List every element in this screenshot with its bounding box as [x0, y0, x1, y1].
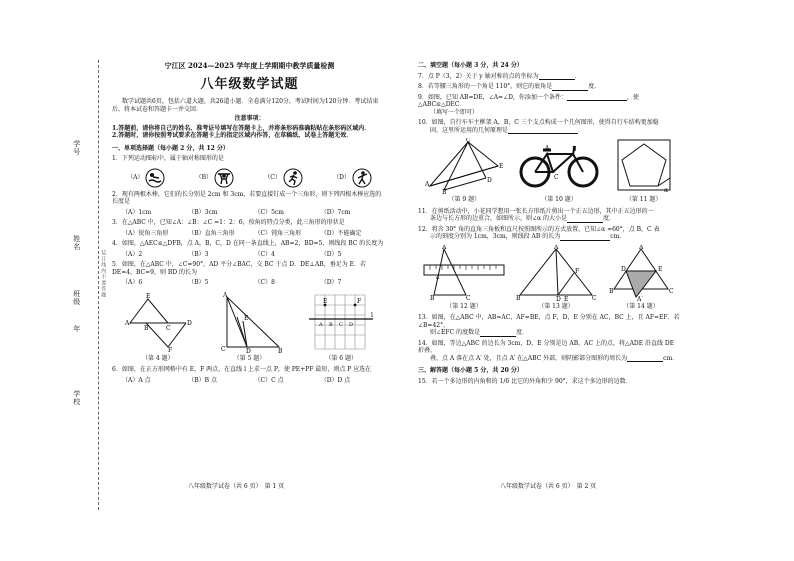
binding-label-grade: 年 — [72, 325, 81, 333]
svg-text:C: C — [165, 324, 171, 332]
figure-6 — [305, 291, 377, 363]
figure-4 — [122, 291, 194, 363]
bicycle-icon — [517, 138, 601, 194]
figure-5 — [213, 291, 285, 363]
svg-text:α: α — [436, 274, 440, 281]
right-triangle-figure-q5 — [213, 291, 285, 353]
svg-text:B: B — [442, 189, 447, 194]
q2-options — [122, 209, 387, 217]
svg-text:E: E — [323, 297, 328, 305]
binding-note: 装订线内不要答题 — [100, 250, 107, 298]
svg-text:A: A — [639, 244, 644, 251]
figure-13 — [514, 245, 598, 311]
footer-page-2: 八年级数学试卷（共 6 页） 第 2 页 — [500, 483, 597, 490]
q15-fraction: 1/6 — [499, 377, 510, 385]
svg-text:E: E — [499, 163, 504, 170]
svg-text:A: A — [442, 244, 447, 251]
svg-text:E: E — [244, 314, 249, 322]
figure-12 — [422, 245, 506, 311]
figure-10-caption: （第 10 题） — [541, 196, 577, 203]
triangle-figure-q4 — [122, 291, 194, 353]
exam-title: 八年级数学试题 — [200, 76, 299, 92]
q2-option-c: （C）5cm — [254, 208, 284, 216]
section-1-title: 一、单项选择题（每小题 2 分，共 12 分） — [112, 144, 229, 152]
figure-6-caption: （第 6 题） — [325, 354, 357, 362]
q14-line1: 14．如图，等边△ABC 的边长为 3cm，D，E 分别是边 AB，AC 上的点，将△ADE 沿直线 DE 折叠， — [418, 339, 675, 354]
q13-line2: 则∠EFC 的度数是 度． — [430, 329, 529, 336]
q9: 9．如图，已知 AB=DE，∠A=∠D，你添加一个条件： ，使△ABC≌△DEC． — [418, 93, 639, 108]
q10-answer-blank — [508, 128, 578, 134]
svg-text:C: C — [553, 174, 559, 181]
figure-12-caption: （第 12 题） — [446, 302, 482, 310]
q14-answer-blank — [627, 356, 663, 362]
q8-answer-blank — [552, 85, 588, 91]
notes-title: 注意事项： — [234, 115, 265, 122]
q4-stem: 4．如图，△AEC≌△DFB，点 A，B，C，D 在同一条直线上，AB=2，BD=5，则线段 BC 的长度为 — [112, 240, 384, 247]
q9-note: （填写一个即可） — [430, 108, 479, 116]
svg-text:C: C — [221, 345, 227, 353]
q4-option-d: （D）5 — [320, 250, 342, 258]
q12-answer-blank — [560, 235, 610, 241]
svg-text:D: D — [186, 319, 192, 327]
q4-option-b: （B）3 — [188, 250, 209, 258]
binding-label-class: 班级 — [72, 290, 81, 306]
svg-text:F: F — [167, 346, 172, 353]
q3-option-c: （C）钝角三角形 — [254, 229, 302, 237]
note-1: 1.答题前，请你将自己的姓名、准考证号填写在答题卡上，并将条形码准确粘贴在条形码区域内． — [112, 124, 371, 132]
q15: 15．若一个多边形的内角和的 1/6 比它的外角和少 90°，求这个多边形的边数． — [418, 377, 632, 385]
q4-option-a: （A）2 — [122, 250, 143, 258]
q8: 8．若等腰三角形的一个角是 110°，则它的底角是 度． — [418, 83, 601, 90]
figure-9-caption: （第 9 题） — [448, 196, 481, 203]
svg-text:C: C — [339, 321, 343, 328]
folded-triangle-figure-q14 — [606, 245, 676, 301]
q5-stem: 5．如图，在△ABC 中，∠C=90°，AD 平分∠BAC，交 BC 于点 D．DE⊥AB，垂足为 E．若 DE=4，BC=9，则 BD 的长为 — [112, 261, 366, 276]
q9-answer-blank — [567, 95, 627, 101]
section-2-title: 二、填空题（每小题 3 分，共 24 分） — [418, 62, 523, 69]
svg-text:E: E — [658, 265, 663, 273]
q6-stem: 6．如图，在正方形网格中有 E，F 两点，在直线 l 上求一点 P，使 PE+PF 最短，则点 P 应选在 — [112, 366, 372, 373]
figure-5-caption: （第 5 题） — [233, 354, 266, 362]
svg-text:E: E — [145, 292, 151, 300]
q5-options — [122, 279, 387, 287]
svg-text:D: D — [487, 177, 493, 184]
svg-text:B: B — [609, 287, 614, 295]
q3-option-a: （A）锐角三角形 — [122, 229, 169, 237]
exam-subtitle: 宁江区 2024—2025 学年度上学期期中教学质量检测 — [164, 61, 335, 70]
page-1 — [112, 62, 387, 384]
q2-option-d: （D）7cm — [320, 208, 351, 216]
q5-option-d: （D）7 — [320, 279, 342, 286]
figure-14 — [606, 245, 676, 311]
svg-text:D: D — [556, 295, 561, 301]
q3-option-b: （B）直角三角形 — [188, 229, 235, 237]
q6-option-a: （A）A 点 — [122, 376, 151, 384]
svg-text:B: B — [430, 294, 435, 301]
q2-option-a: （A）1cm — [122, 208, 152, 216]
svg-text:A: A — [544, 145, 550, 152]
q6-option-d: （D）D 点 — [320, 376, 351, 384]
binding-strip — [62, 60, 112, 510]
q4-option-c: （C）4 — [254, 250, 275, 258]
note-2: 2.答题时，请你按照考试要求在答题卡上的指定区域内作答，在草稿纸、试卷上答题无效． — [112, 132, 353, 139]
svg-text:D: D — [621, 265, 626, 273]
q5-option-c: （C）8 — [254, 279, 275, 286]
section-3-title: 三、解答题（每小题 5 分，共 20 分） — [418, 367, 523, 374]
q1-stem: 1．下列运动图标中，属于轴对称图形的是 — [112, 155, 224, 162]
page-2 — [418, 62, 680, 385]
q1-option-a: （A） — [127, 168, 165, 188]
svg-text:A: A — [223, 291, 228, 299]
q14-line2: 叠，点 A 落在点 A′ 处，且点 A′ 在△ABC 外部，则阴影部分图形的周长为 cm． — [430, 354, 679, 362]
svg-text:D: D — [349, 321, 354, 328]
svg-text:C: C — [466, 138, 471, 144]
svg-text:A: A — [319, 321, 323, 328]
binding-label-student-id: 学号 — [72, 140, 81, 156]
binding-line — [98, 60, 99, 510]
q3-options — [122, 230, 387, 238]
q6-options — [122, 377, 387, 385]
q1-option-d: （D） — [333, 168, 372, 188]
q11-line1: 11．在剪纸活动中，小花同学想用一张长方形纸片剪出一个正五边形，其中正五边形的一 — [418, 207, 654, 215]
q6-option-c: （C）C 点 — [254, 376, 284, 384]
swimmer-icon — [145, 168, 165, 188]
figure-11-caption: （第 11 题） — [625, 196, 662, 203]
svg-text:D: D — [246, 347, 252, 353]
triangles-figure-q9 — [424, 138, 504, 194]
svg-text:C: C — [669, 287, 674, 295]
figures-12-14 — [418, 245, 680, 311]
svg-text:A: A — [425, 181, 430, 188]
binding-label-name: 姓名 — [72, 235, 81, 251]
q1-options — [112, 168, 387, 188]
q1-option-c: （C） — [264, 168, 303, 188]
svg-text:E: E — [564, 295, 569, 301]
q3-option-d: （D）不能确定 — [320, 229, 362, 237]
q7-answer-blank — [539, 74, 575, 80]
q12-line2: 示的刻度分别为 1cm，3cm，则线段 AB 的长为 cm． — [430, 233, 626, 240]
svg-text:A: A — [554, 244, 559, 251]
triangle-figure-q13 — [514, 245, 598, 301]
q4-options — [122, 251, 387, 259]
q6-option-b: （B）B 点 — [188, 376, 217, 384]
svg-text:C: C — [592, 294, 597, 301]
grid-figure-q6 — [305, 291, 377, 353]
svg-text:B: B — [278, 347, 283, 353]
figure-9 — [424, 138, 504, 204]
figure-13-caption: （第 13 题） — [538, 302, 574, 310]
q2-option-b: （B）3cm — [188, 208, 218, 216]
runner-icon — [283, 168, 303, 188]
q10-line2: 固，这里所运用的几何原理是 ． — [430, 126, 585, 134]
fencer-icon — [352, 168, 372, 188]
svg-text:C: C — [466, 294, 471, 301]
svg-text:B: B — [143, 324, 149, 332]
svg-text:B: B — [329, 321, 333, 328]
svg-text:F: F — [575, 267, 580, 275]
q12-line1: 12．将含 30° 角的直角三角板和直尺按照图所示的方式放置，已知∠α =60°，点 B，C 表 — [418, 225, 660, 233]
figures-9-11 — [418, 138, 680, 204]
q5-option-a: （A）6 — [122, 279, 143, 286]
q13-answer-blank — [480, 331, 516, 337]
svg-text:F: F — [357, 297, 362, 305]
svg-text:α: α — [663, 187, 668, 194]
footer-page-1: 八年级数学试卷（共 6 页） 第 1 页 — [188, 483, 285, 490]
q1-option-b: （B） — [196, 168, 234, 188]
q3-stem: 3．在△ABC 中，已知∠A：∠B：∠C =1：2：6，按角的特点分类，此三角形的形状是 — [112, 219, 345, 226]
q11-line2: 条边与长方形的边重合，如图所示，则∠α 的大小是 度． — [430, 215, 616, 222]
q10-line1: 10．如图，自行车车主框架 A，B，C 三个支点构成一个几何图形，使得自行车结构更加稳 — [418, 119, 659, 126]
weightlifter-icon — [214, 168, 234, 188]
svg-text:A: A — [124, 319, 130, 327]
figure-10 — [517, 138, 601, 204]
svg-text:B: B — [516, 294, 521, 301]
q5-option-b: （B）5 — [188, 279, 209, 286]
figure-11 — [614, 138, 674, 204]
q11-answer-blank — [567, 217, 603, 223]
intro-text: 数学试题共6页，包括六道大题，共26道小题．全卷满分120分，考试时间为120分钟．考试结束后，将本试卷和答题卡一并交回． — [112, 98, 379, 113]
figure-4-caption: （第 4 题） — [142, 354, 174, 362]
ruler-triangle-figure-q12 — [422, 245, 506, 301]
pentagon-figure-q11 — [614, 138, 674, 194]
svg-text:A′: A′ — [637, 295, 643, 301]
binding-label-school: 学校 — [72, 390, 81, 406]
figures-4-6 — [112, 291, 387, 363]
q13-line1: 13．如图，在△ABC 中，AB=AC，AF=BE，点 F，D，E 分别在 AC，BC 上，且 AF=EF．若∠B=42°， — [418, 314, 680, 329]
q7: 7．点 P（3，2）关于 y 轴对称的点的坐标为 ． — [418, 72, 581, 80]
svg-text:l: l — [371, 311, 374, 319]
figure-14-caption: （第 14 题） — [623, 302, 659, 310]
svg-text:B: B — [571, 146, 577, 153]
q2-stem: 2．现有两根木棒，它们的长分别是 2cm 和 3cm，若要直接钉成一个三角形，则下列四根木棒应选的长度是 — [112, 190, 382, 205]
